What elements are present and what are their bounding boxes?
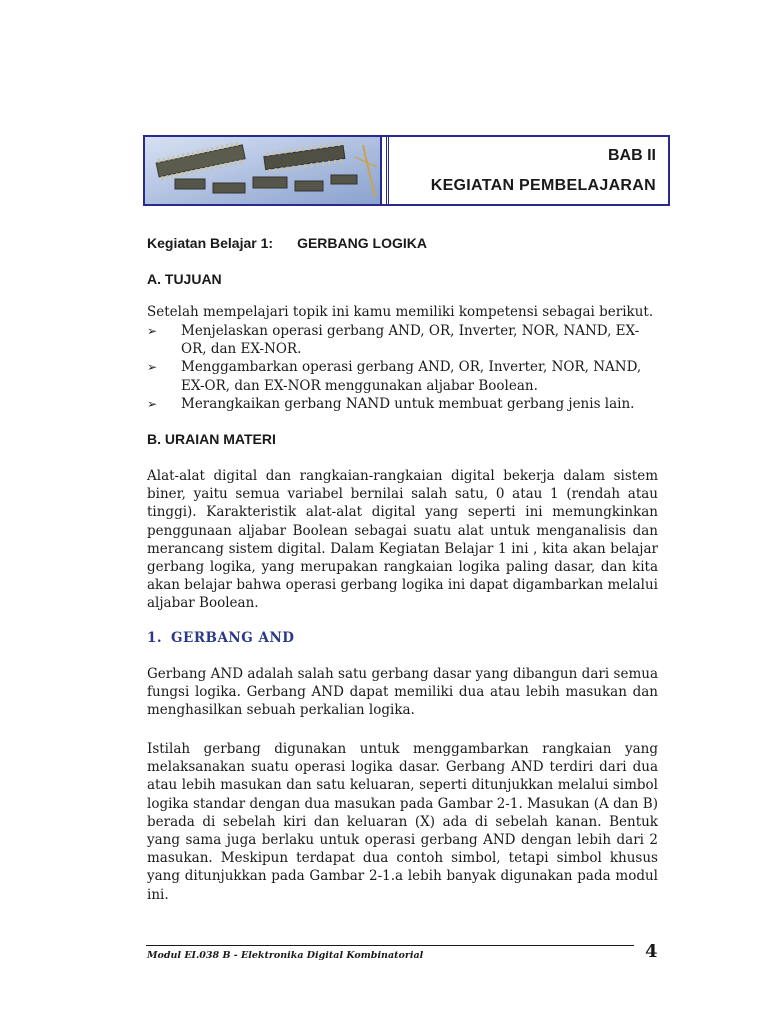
page-number: 4 [645, 941, 658, 962]
kegiatan-topic: GERBANG LOGIKA [297, 235, 427, 251]
ic-chips-illustration [145, 137, 380, 204]
kegiatan-belajar-heading [147, 235, 427, 251]
section-title: GERBANG AND [171, 630, 295, 646]
chapter-number: BAB II [608, 147, 656, 164]
list-item: ➢ Merangkaikan gerbang NAND untuk membuat gerbang jenis lain. [147, 395, 635, 412]
footer-module-title: Modul EI.038 B - Elektronika Digital Kombinatorial [147, 950, 424, 961]
arrow-bullet-icon: ➢ [147, 324, 158, 338]
arrow-bullet-icon: ➢ [147, 396, 158, 411]
list-item: ➢ Menggambarkan operasi gerbang AND, OR, Inverter, NOR, NAND, EX-OR, dan EX-NOR menggunakan aljabar Boolean. [147, 359, 642, 394]
gerbang-and-paragraph-1: Gerbang AND adalah salah satu gerbang dasar yang dibangun dari semua fungsi logika. Gerbang AND dapat memiliki dua atau lebih masukan dan menghasilkan sebuah perkalian logika. [147, 666, 658, 719]
chapter-title: KEGIATAN PEMBELAJARAN [430, 177, 656, 194]
gerbang-and-heading [147, 630, 295, 646]
chapter-header [143, 135, 670, 206]
arrow-bullet-icon: ➢ [147, 360, 158, 375]
ic-chips-image [145, 137, 382, 204]
section-number: 1. [147, 630, 163, 646]
uraian-heading: B. URAIAN MATERI [147, 431, 276, 447]
uraian-paragraph: Alat-alat digital dan rangkaian-rangkaian digital bekerja dalam sistem biner, yaitu semua variabel bernilai salah satu, 0 atau 1 (rendah atau tinggi). Karakteristik alat-alat digital yang seperti ini memungkinkan penggunaan aljabar Boolean sebagai suatu alat untuk menganalisis dan merancang sistem digital. Dalam Kegiatan Belajar 1 ini , kita akan belajar gerbang logika, yang merupakan rangkaian logika paling dasar, dan kita akan belajar bahwa operasi gerbang logika ini dapat digambarkan melalui aljabar Boolean. [147, 468, 658, 612]
kegiatan-label: Kegiatan Belajar 1: [147, 235, 274, 251]
tujuan-heading: A. TUJUAN [147, 271, 222, 287]
tujuan-intro: Setelah mempelajari topik ini kamu memiliki kompetensi sebagai berikut. [147, 304, 654, 320]
footer-divider [146, 945, 634, 946]
gerbang-and-paragraph-2: Istilah gerbang digunakan untuk menggambarkan rangkaian yang melaksanakan suatu operasi logika dasar. Gerbang AND terdiri dari dua atau lebih masukan dan satu keluaran, seperti ditunjukkan melalui simbol logika standar dengan dua masukan pada Gambar 2-1. Masukan (A dan B) berada di sebelah kiri dan keluaran (X) ada di sebelah kanan. Bentuk yang sama juga berlaku untuk operasi gerbang AND dengan lebih dari 2 masukan. Meskipun terdapat dua contoh simbol, tetapi simbol khusus yang ditunjukkan pada Gambar 2-1.a lebih banyak digunakan pada modul ini. [147, 741, 658, 903]
chapter-title-panel [386, 137, 668, 204]
list-item: ➢ Menjelaskan operasi gerbang AND, OR, Inverter, NOR, NAND, EX-OR, dan EX-NOR. [147, 323, 640, 358]
tujuan-list [147, 322, 660, 413]
